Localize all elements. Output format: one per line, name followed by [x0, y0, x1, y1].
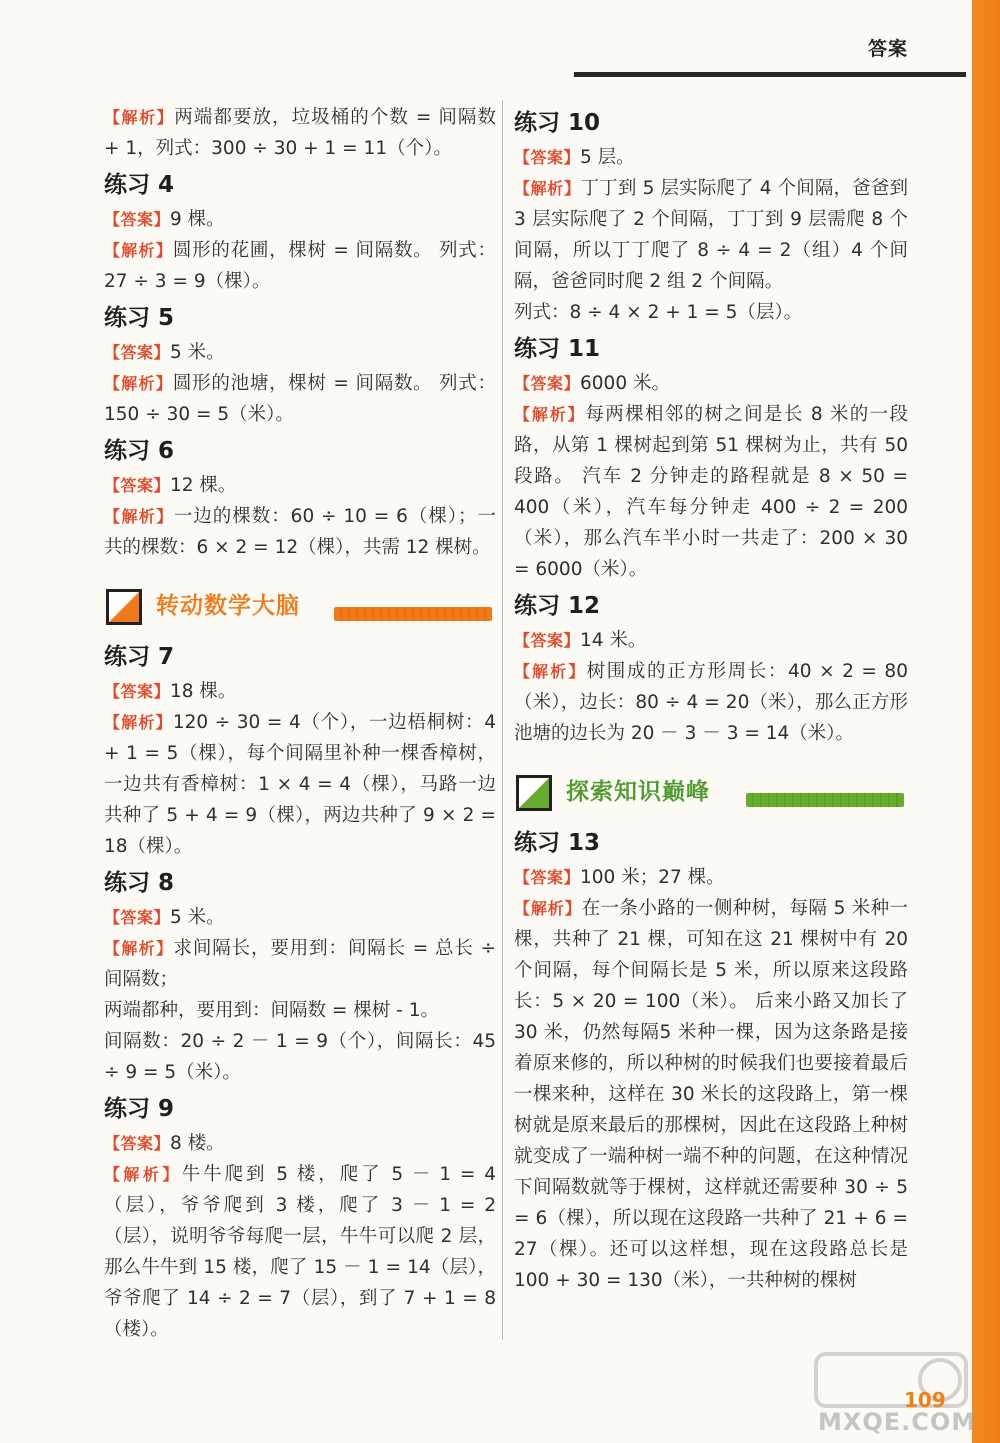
section-bar — [334, 607, 492, 621]
left-column — [104, 102, 496, 1345]
ex4-heading: 练习 4 — [104, 172, 175, 198]
answer-tag: 【答案】 — [514, 868, 581, 887]
analysis-tag: 【解析】 — [104, 507, 174, 526]
analysis-tag: 【解析】 — [104, 108, 175, 127]
ex5-analysis-text: 圆形的池塘，棵树 = 间隔数。 列式：150 ÷ 30 = 5（米）。 — [104, 373, 496, 425]
section-square-icon — [516, 775, 552, 811]
ex3-analysis-text: 两端都要放，垃圾桶的个数 = 间隔数 + 1，列式：300 ÷ 30 + 1 = 11（个）。 — [104, 107, 496, 159]
ex13-answer-text: 100 米；27 棵。 — [580, 867, 725, 888]
section-banner-brain — [104, 585, 496, 631]
ex9-analysis-text: 牛牛爬到 5 楼，爬了 5 － 1 = 4（层），爷爷爬到 3 楼，爬了 3 － 1 = 2（层），说明爷爷每爬一层，牛牛可以爬 2 层，那么牛牛到 15 楼，爬了 15 － 1 = 14（层），爷爷爬了 14 ÷ 2 = 7（层），到了 7 + 1 = 8（楼）。 — [104, 1164, 496, 1340]
ex11-analysis-text: 每两棵相邻的树之间是长 8 米的一段路，从第 1 棵树起到第 51 棵树为止，共有 50 段路。 汽车 2 分钟走的路程就是 8 × 50 = 400（米），汽车每分钟走 400 ÷ 2 = 200（米），那么汽车半小时一共走了：200 × 30 = 6000（米）。 — [514, 404, 908, 580]
answer-tag: 【答案】 — [514, 374, 581, 393]
ex7-heading: 练习 7 — [104, 644, 175, 670]
answer-tag: 【答案】 — [104, 682, 171, 701]
ex6-analysis — [104, 501, 496, 563]
ex10-answer-text: 5 层。 — [580, 147, 635, 168]
ex12-analysis — [514, 656, 908, 749]
ex8-answer — [104, 902, 496, 933]
section-title: 转动数学大脑 — [156, 593, 300, 619]
ex8-analysis — [104, 933, 496, 995]
section-banner-explore — [514, 771, 908, 817]
ex13-analysis — [514, 893, 908, 1296]
ex6-answer — [104, 470, 496, 501]
ex12-heading: 练习 12 — [514, 593, 601, 619]
answer-tag: 【答案】 — [514, 148, 581, 167]
orange-edge-strip — [972, 0, 1000, 1443]
analysis-tag: 【解析】 — [514, 899, 582, 918]
analysis-tag: 【解析】 — [514, 662, 587, 681]
ex9-analysis — [104, 1159, 496, 1345]
ex8-heading: 练习 8 — [104, 870, 175, 896]
analysis-tag: 【解析】 — [104, 713, 173, 732]
answer-tag: 【答案】 — [104, 210, 171, 229]
ex12-answer — [514, 625, 908, 656]
watermark-text: MXQE.COM — [818, 1408, 977, 1436]
answer-tag: 【答案】 — [104, 476, 171, 495]
section-title: 探索知识巅峰 — [566, 779, 710, 805]
answer-tag: 【答案】 — [514, 631, 581, 650]
page-number: 109 — [904, 1388, 946, 1412]
ex10-heading: 练习 10 — [514, 110, 601, 136]
ex13-heading: 练习 13 — [514, 830, 601, 856]
analysis-tag: 【解析】 — [104, 374, 173, 393]
ex5-heading: 练习 5 — [104, 305, 175, 331]
section-square-icon — [106, 589, 142, 625]
ex7-analysis — [104, 707, 496, 862]
ex8-line2: 两端都种，要用到：间隔数 = 棵树 - 1。 — [104, 1000, 439, 1021]
ex13-answer — [514, 862, 908, 893]
analysis-tag: 【解析】 — [104, 939, 174, 958]
ex5-answer-text: 5 米。 — [170, 342, 225, 363]
ex5-answer — [104, 337, 496, 368]
column-divider — [502, 100, 503, 1340]
ex8-line3: 间隔数：20 ÷ 2 － 1 = 9（个），间隔长：45 ÷ 9 = 5（米）。 — [104, 1031, 496, 1083]
ex9-answer — [104, 1128, 496, 1159]
ex10-formula: 列式：8 ÷ 4 × 2 + 1 = 5（层）。 — [514, 302, 803, 323]
ex6-heading: 练习 6 — [104, 438, 175, 464]
ex6-answer-text: 12 棵。 — [170, 475, 237, 496]
section-bar — [746, 793, 904, 807]
ex5-analysis — [104, 368, 496, 430]
answer-tag: 【答案】 — [104, 908, 171, 927]
ex10-analysis-text: 丁丁到 5 层实际爬了 4 个间隔，爸爸到 3 层实际爬了 2 个间隔，丁丁到 9 层需爬 8 个间隔，所以丁丁爬了 8 ÷ 4 = 2（组）4 个间隔，爸爸同时爬 2 组 2 个间隔。 — [514, 178, 908, 292]
ex9-answer-text: 8 楼。 — [170, 1133, 225, 1154]
ex7-analysis-text: 120 ÷ 30 = 4（个），一边梧桐树：4 + 1 = 5（棵），每个间隔里补种一棵香樟树，一边共有香樟树：1 × 4 = 4（棵），马路一边共种了 5 + 4 = 9（棵），两边共种了 9 × 2 = 18（棵）。 — [104, 712, 496, 857]
ex11-answer-text: 6000 米。 — [580, 373, 670, 394]
header-rule — [574, 72, 966, 77]
ex12-analysis-text: 树围成的正方形周长：40 × 2 = 80（米），边长：80 ÷ 4 = 20（米），那么正方形池塘的边长为 20 － 3 － 3 = 14（米）。 — [514, 661, 908, 744]
ex3-analysis — [104, 102, 496, 164]
analysis-tag: 【解析】 — [514, 179, 581, 198]
ex13-analysis-text: 在一条小路的一侧种树，每隔 5 米种一棵，共种了 21 棵，可知在这 21 棵树中有 20 个间隔，每个间隔长是 5 米，所以原来这段路长：5 × 20 = 100（米）。 后来小路又加长了 30 米，仍然每隔5 米种一棵，因为这条路是接着原来修的，所以种树的时候我们也要接着最后一棵来种，这样在 30 米长的这段路上，第一棵树就是原来最后的那棵树，因此在这段路上种树就变成了一端种树一端不种的问题，在这种情况下间隔数就等于棵树，这样就还需要种 30 ÷ 5 = 6（棵），所以现在这段路一共种了 21 + 6 = 27（棵）。还可以这样想，现在这段路总长是100 + 30 = 130（米），一共种树的棵树 — [514, 898, 908, 1291]
page-header-title: 答案 — [868, 38, 909, 60]
ex4-analysis-text: 圆形的花圃，棵树 = 间隔数。 列式：27 ÷ 3 = 9（棵）。 — [104, 240, 496, 292]
answer-tag: 【答案】 — [104, 1134, 171, 1153]
ex7-answer — [104, 676, 496, 707]
answer-tag: 【答案】 — [104, 343, 171, 362]
ex8-answer-text: 5 米。 — [170, 907, 225, 928]
ex10-answer — [514, 142, 908, 173]
ex4-answer-text: 9 棵。 — [170, 209, 225, 230]
analysis-tag: 【解析】 — [104, 241, 173, 260]
ex4-analysis — [104, 235, 496, 297]
ex4-answer — [104, 204, 496, 235]
ex8-analysis-text: 求间隔长，要用到：间隔长 = 总长 ÷ 间隔数； — [104, 938, 496, 990]
ex11-answer — [514, 368, 908, 399]
analysis-tag: 【解析】 — [104, 1165, 182, 1184]
analysis-tag: 【解析】 — [514, 405, 586, 424]
ex9-heading: 练习 9 — [104, 1096, 175, 1122]
ex12-answer-text: 14 米。 — [580, 630, 647, 651]
ex11-heading: 练习 11 — [514, 336, 601, 362]
ex11-analysis — [514, 399, 908, 585]
right-column — [514, 102, 908, 1296]
ex7-answer-text: 18 棵。 — [170, 681, 237, 702]
ex6-analysis-text: 一边的棵数：60 ÷ 10 = 6（棵）；一共的棵数：6 × 2 = 12（棵），共需 12 棵树。 — [104, 506, 496, 558]
ex10-analysis — [514, 173, 908, 297]
